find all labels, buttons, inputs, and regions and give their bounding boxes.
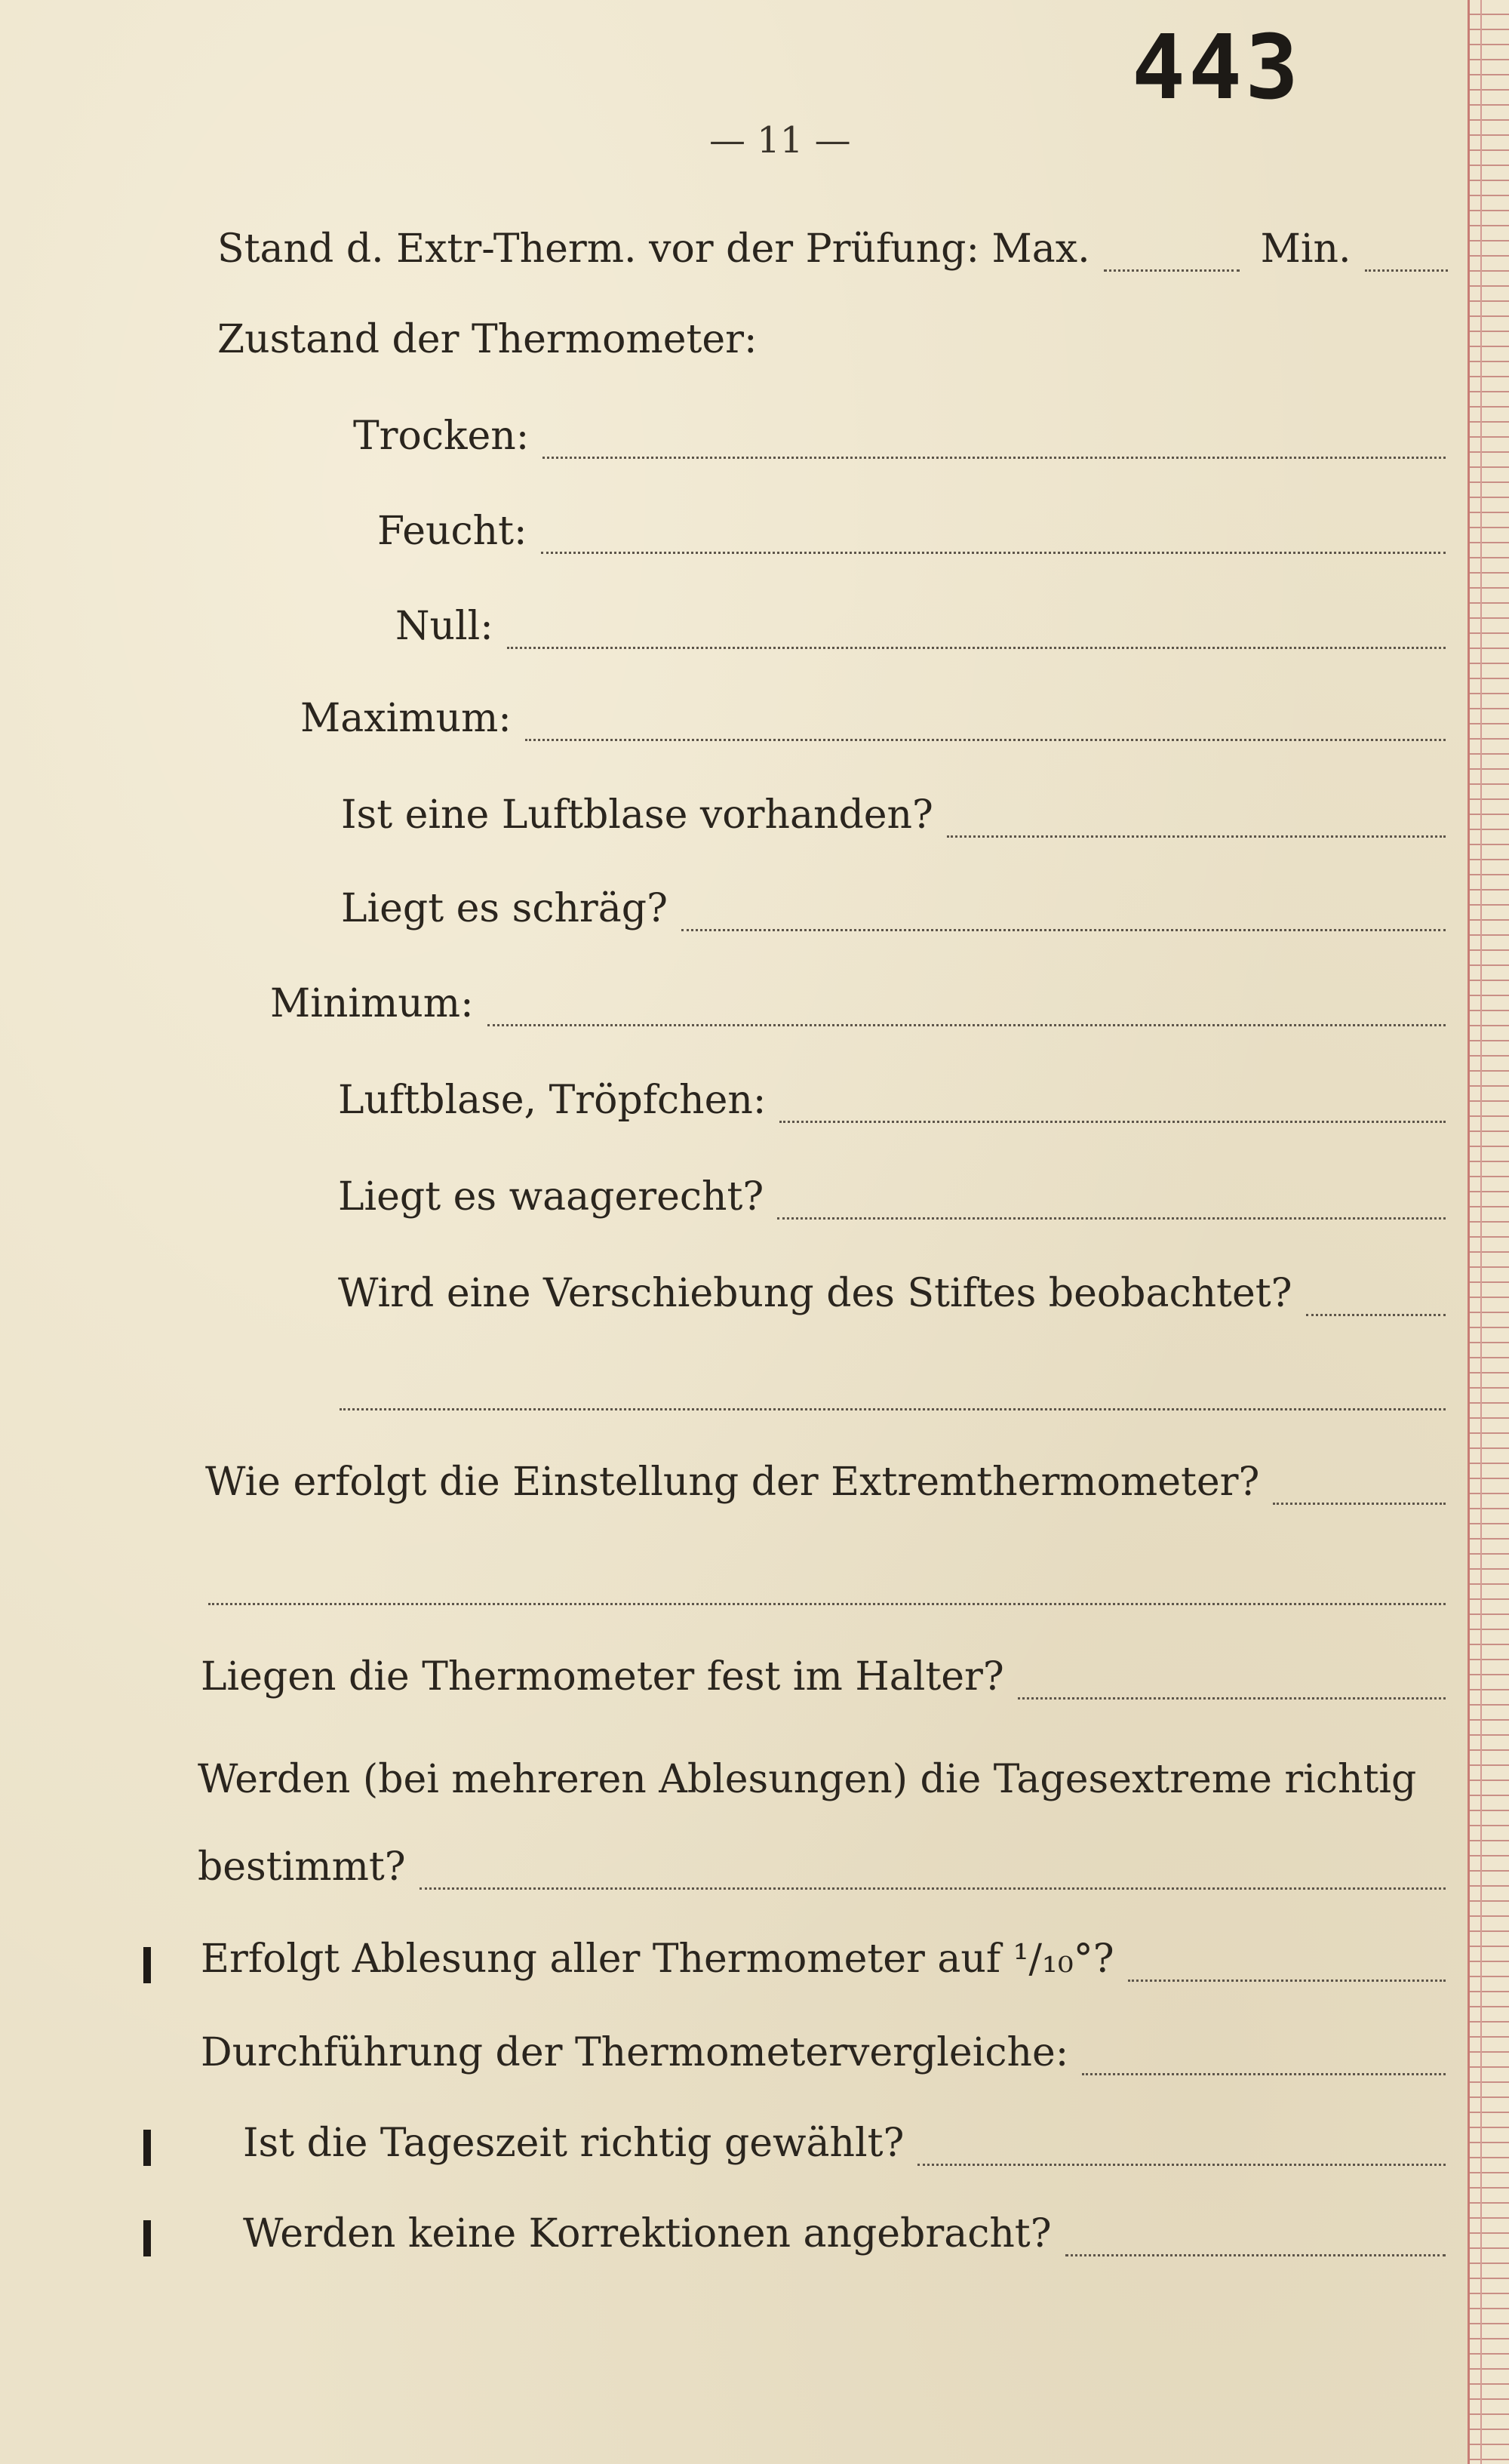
- form-line-verschiebung: [338, 1271, 1446, 1324]
- schraeg-field[interactable]: [681, 899, 1446, 931]
- min-label: Min.: [1260, 226, 1351, 272]
- form-line-null: [395, 604, 1446, 657]
- form-line-tagesextreme: [198, 1757, 1446, 1810]
- einstellung-field[interactable]: [1273, 1472, 1446, 1505]
- margin-mark: [143, 2130, 151, 2166]
- form-line-korrektionen: [243, 2211, 1446, 2264]
- tageszeit-field[interactable]: [917, 2133, 1446, 2166]
- form-line-troepfchen: [338, 1078, 1446, 1130]
- null-field[interactable]: [507, 617, 1446, 649]
- luftblase-question: Ist eine Luftblase vorhanden?: [341, 792, 933, 838]
- troepfchen-label: Luftblase, Tröpfchen:: [338, 1078, 767, 1123]
- waagerecht-field[interactable]: [777, 1187, 1446, 1220]
- form-line-schraeg: [341, 886, 1446, 939]
- form-line-zustand: [217, 317, 1447, 370]
- waagerecht-question: Liegt es waagerecht?: [338, 1174, 764, 1220]
- maximum-field[interactable]: [525, 709, 1446, 741]
- schraeg-question: Liegt es schräg?: [341, 886, 668, 931]
- form-line-feucht: [377, 509, 1446, 561]
- page-number: — 11 —: [709, 119, 851, 161]
- verschiebung-field[interactable]: [1306, 1284, 1446, 1316]
- tagesextreme-question: Werden (bei mehreren Ablesungen) die Tagesextreme richtig: [198, 1757, 1417, 1802]
- trocken-field[interactable]: [542, 426, 1446, 459]
- minimum-label: Minimum:: [270, 981, 474, 1026]
- form-line-ablesung: [201, 1936, 1446, 1989]
- zustand-heading: Zustand der Thermometer:: [217, 317, 758, 362]
- null-label: Null:: [395, 604, 493, 649]
- form-line-trocken: [353, 414, 1446, 466]
- korrektionen-field[interactable]: [1065, 2224, 1446, 2256]
- form-line-stand: [217, 226, 1447, 279]
- trocken-label: Trocken:: [353, 414, 530, 459]
- ablesung-question: Erfolgt Ablesung aller Thermometer auf ¹/₁₀°?: [201, 1936, 1114, 1982]
- stand-label: Stand d. Extr-Therm. vor der Prüfung: Max.: [217, 226, 1090, 272]
- margin-mark: [143, 2220, 151, 2256]
- feucht-label: Feucht:: [377, 509, 527, 554]
- maximum-label: Maximum:: [300, 696, 512, 741]
- einstellung-question: Wie erfolgt die Einstellung der Extremthermometer?: [205, 1460, 1260, 1505]
- form-line-maximum: [300, 696, 1446, 749]
- verschiebung-continuation-field[interactable]: [340, 1405, 1446, 1410]
- margin-mark: [143, 1947, 151, 1983]
- ablesung-field[interactable]: [1128, 1949, 1446, 1982]
- max-value-field[interactable]: [1104, 239, 1240, 272]
- korrektionen-question: Werden keine Korrektionen angebracht?: [243, 2211, 1052, 2256]
- tagesextreme-field[interactable]: [420, 1857, 1446, 1890]
- form-line-tagesextreme-cont: [198, 1844, 1446, 1897]
- form-line-waagerecht: [338, 1174, 1446, 1227]
- ledger-edge: [1468, 0, 1509, 2464]
- verschiebung-question: Wird eine Verschiebung des Stiftes beobachtet?: [338, 1271, 1292, 1316]
- halter-field[interactable]: [1018, 1667, 1446, 1700]
- form-line-luftblase: [341, 792, 1446, 845]
- vergleiche-field[interactable]: [1082, 2043, 1446, 2075]
- tagesextreme-continuation: bestimmt?: [198, 1844, 406, 1890]
- folio-number: 443: [1132, 15, 1302, 119]
- vergleiche-heading: Durchführung der Thermometervergleiche:: [201, 2030, 1069, 2075]
- minimum-field[interactable]: [487, 994, 1446, 1026]
- form-line-minimum: [270, 981, 1446, 1034]
- feucht-field[interactable]: [541, 521, 1446, 554]
- troepfchen-field[interactable]: [779, 1090, 1446, 1123]
- tageszeit-question: Ist die Tageszeit richtig gewählt?: [243, 2121, 905, 2166]
- form-line-einstellung: [205, 1460, 1446, 1512]
- einstellung-continuation-field[interactable]: [208, 1600, 1446, 1605]
- form-line-tageszeit: [243, 2121, 1446, 2173]
- halter-question: Liegen die Thermometer fest im Halter?: [201, 1654, 1004, 1700]
- form-line-vergleiche: [201, 2030, 1446, 2083]
- min-value-field[interactable]: [1365, 239, 1448, 272]
- luftblase-field[interactable]: [947, 805, 1446, 838]
- form-line-halter: [201, 1654, 1446, 1707]
